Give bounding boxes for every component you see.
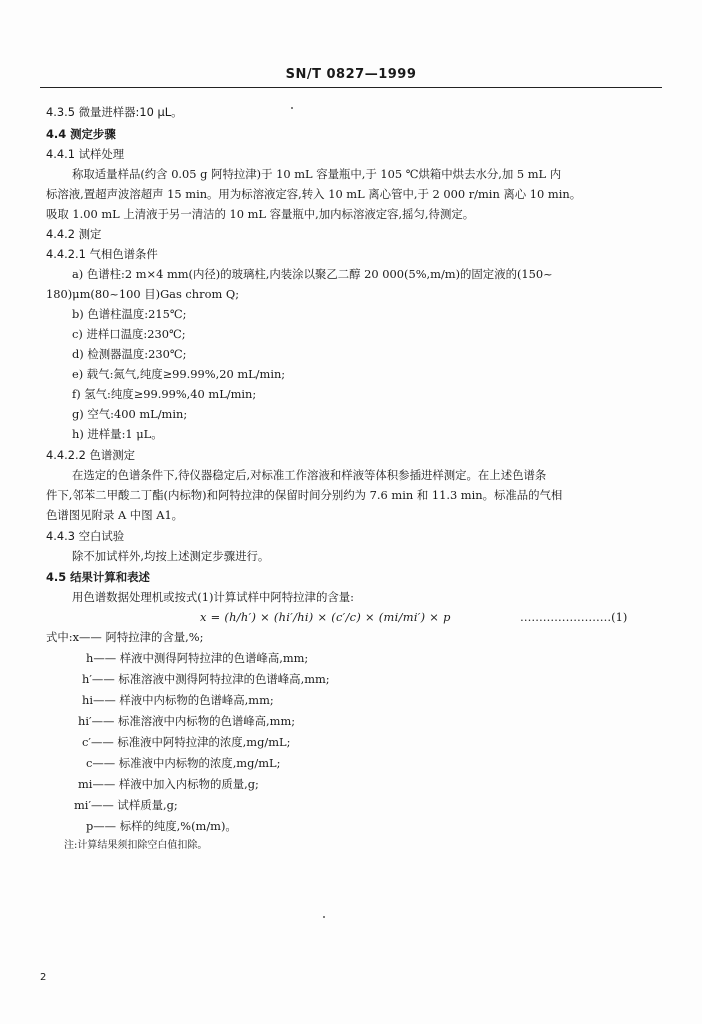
legend-item: 式中:x—— 阿特拉津的含量,%; — [46, 630, 204, 644]
legend-item: c—— 标准液中内标物的浓度,mg/mL; — [86, 756, 281, 770]
paragraph-line: 件下,邻苯二甲酸二丁酯(内标物)和阿特拉津的保留时间分别约为 7.6 min 和 11.3 min。标准品的气相 — [46, 488, 563, 502]
paragraph-line: 标溶液,置超声波溶超声 15 min。用为标溶液定容,转入 10 mL 离心管中,于 2 000 r/min 离心 10 min。 — [46, 187, 582, 201]
heading-4-4-2: 4.4.2 测定 — [46, 227, 102, 241]
list-item: a) 色谱柱:2 m×4 mm(内径)的玻璃柱,内装涂以聚乙二醇 20 000(5%,m/m)的固定液的(150~ — [72, 267, 553, 281]
list-item: f) 氢气:纯度≥99.99%,40 mL/min; — [72, 387, 257, 401]
heading-4-4-3: 4.4.3 空白试验 — [46, 529, 125, 543]
list-item: e) 载气:氮气,纯度≥99.99%,20 mL/min; — [72, 367, 286, 381]
legend-item: c′—— 标准液中阿特拉津的浓度,mg/mL; — [82, 735, 291, 749]
formula-1: x = (h/h′) × (hi′/hi) × (c′/c) × (mi/mi′) × p — [200, 610, 451, 624]
legend-item: mi—— 样液中加入内标物的质量,g; — [78, 777, 259, 791]
scan-speck — [291, 107, 293, 109]
list-item: c) 进样口温度:230℃; — [72, 327, 186, 341]
note: 注:计算结果须扣除空白值扣除。 — [64, 840, 208, 851]
legend-item: h′—— 标准溶液中测得阿特拉津的色谱峰高,mm; — [82, 672, 330, 686]
list-item: g) 空气:400 mL/min; — [72, 407, 188, 421]
legend-item: p—— 标样的纯度,%(m/m)。 — [86, 819, 237, 833]
header-rule — [40, 87, 662, 88]
paragraph-line: 称取适量样品(约含 0.05 g 阿特拉津)于 10 mL 容量瓶中,于 105 ℃烘箱中烘去水分,加 5 mL 内 — [72, 167, 562, 181]
page-number: 2 — [40, 972, 47, 983]
paragraph-line: 用色谱数据处理机或按式(1)计算试样中阿特拉津的含量: — [72, 590, 354, 604]
heading-4-4-2-1: 4.4.2.1 气相色谱条件 — [46, 247, 158, 261]
heading-4-5: 4.5 结果计算和表述 — [46, 570, 150, 584]
list-item-continuation: 180)μm(80~100 目)Gas chrom Q; — [46, 287, 240, 301]
heading-4-4-1: 4.4.1 试样处理 — [46, 147, 125, 161]
paragraph-line: 在选定的色谱条件下,待仪器稳定后,对标准工作溶液和样液等体积参插进样测定。在上述色谱条 — [72, 468, 547, 482]
heading-4-4-2-2: 4.4.2.2 色谱测定 — [46, 448, 136, 462]
clause-4-3-5: 4.3.5 微量进样器:10 μL。 — [46, 105, 183, 119]
paragraph-line: 除不加试样外,均按上述测定步骤进行。 — [72, 549, 270, 563]
list-item: h) 进样量:1 μL。 — [72, 427, 163, 441]
legend-item: mi′—— 试样质量,g; — [74, 798, 178, 812]
formula-number: ……………………(1) — [520, 610, 628, 624]
paragraph-line: 色谱图见附录 A 中图 A1。 — [46, 508, 184, 522]
legend-item: hi′—— 标准溶液中内标物的色谱峰高,mm; — [78, 714, 296, 728]
legend-item: hi—— 样液中内标物的色谱峰高,mm; — [82, 693, 274, 707]
list-item: d) 检测器温度:230℃; — [72, 347, 187, 361]
list-item: b) 色谱柱温度:215℃; — [72, 307, 187, 321]
document-header-id: SN/T 0827—1999 — [285, 67, 417, 82]
paragraph-line: 吸取 1.00 mL 上清液于另一清洁的 10 mL 容量瓶中,加内标溶液定容,摇匀,待测定。 — [46, 207, 475, 221]
scan-speck — [323, 916, 325, 918]
heading-4-4: 4.4 测定步骤 — [46, 127, 116, 141]
legend-item: h—— 样液中测得阿特拉津的色谱峰高,mm; — [86, 651, 309, 665]
